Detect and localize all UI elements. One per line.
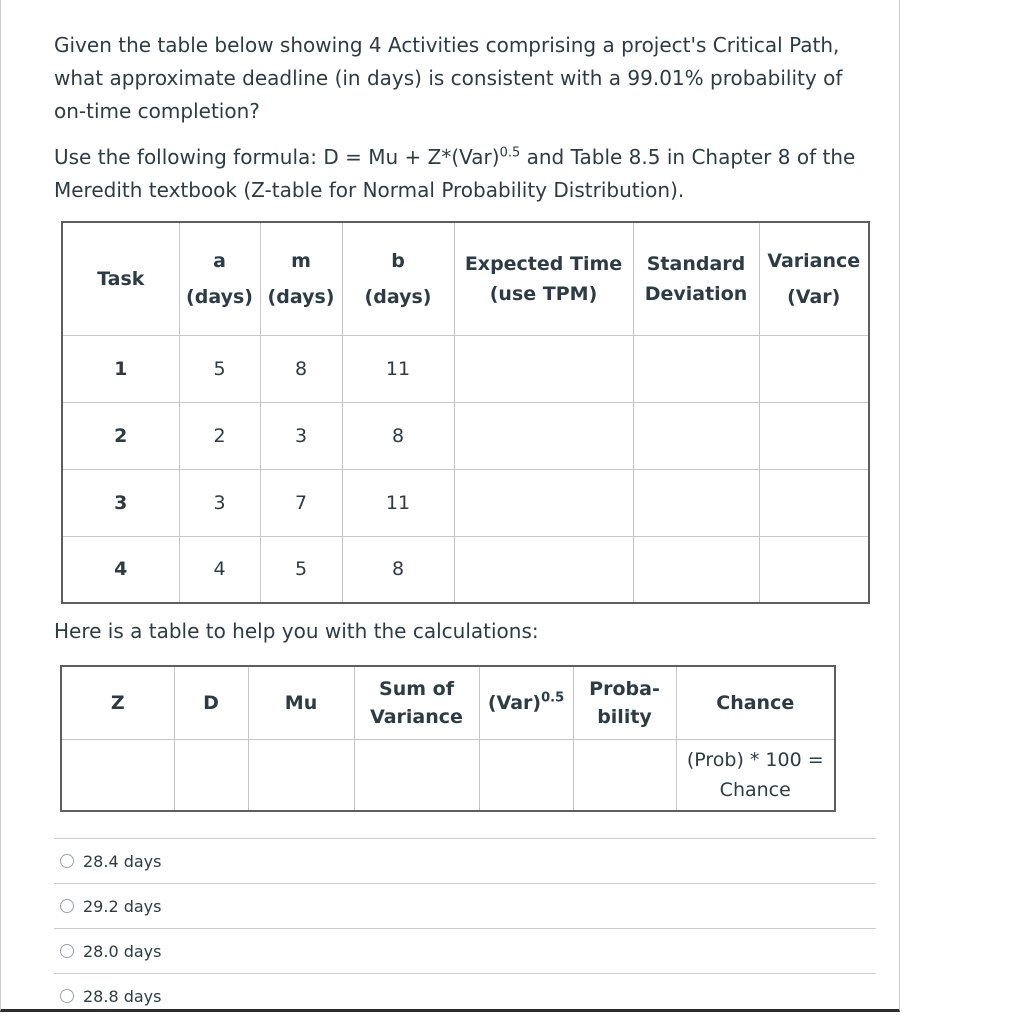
variance-cell [759, 402, 869, 469]
m-cell: 5 [260, 536, 342, 603]
header-a-unit: (days) [186, 285, 253, 308]
expected-time-cell [454, 469, 633, 536]
expected-time-cell [454, 536, 633, 603]
header-variance-unit: (Var) [787, 285, 841, 308]
header-expected-time [454, 222, 633, 335]
expected-time-cell [454, 335, 633, 402]
header-b-label: b [391, 249, 405, 272]
z-cell [61, 739, 174, 811]
activity-row [62, 536, 869, 603]
answer-option[interactable] [54, 883, 876, 928]
chance-note-line1: (Prob) * 100 = [686, 748, 824, 771]
variance-cell [759, 536, 869, 603]
header-var-sqrt [479, 666, 573, 739]
m-cell: 3 [260, 402, 342, 469]
std-dev-cell [633, 335, 759, 402]
variance-cell [759, 469, 869, 536]
header-task: Task [62, 222, 179, 335]
formula-prefix: Use the following formula: D = Mu + Z*(Var) [54, 145, 500, 169]
answer-option[interactable] [54, 838, 876, 883]
sum-variance-cell [354, 739, 479, 811]
a-cell: 3 [179, 469, 260, 536]
answer-option[interactable] [54, 973, 876, 1018]
header-bility: bility [597, 705, 652, 728]
header-var-exponent: 0.5 [541, 690, 565, 706]
m-cell: 7 [260, 469, 342, 536]
header-probability [573, 666, 676, 739]
answer-label: 28.4 days [83, 851, 162, 871]
activity-header-row [62, 222, 869, 335]
activity-table [61, 221, 870, 604]
a-cell: 4 [179, 536, 260, 603]
task-cell: 4 [62, 536, 179, 603]
calculation-table [60, 665, 836, 812]
calc-header-row [61, 666, 835, 739]
header-chance: Chance [676, 666, 835, 739]
question-prompt: Given the table below showing 4 Activities comprising a project's Critical Path, what approximate deadline (in days) is consistent with a 99.01% probability of on-time completion? [54, 33, 843, 123]
answer-label: 28.8 days [83, 986, 162, 1006]
header-sum-variance: Variance [370, 705, 463, 728]
header-deviation: Deviation [644, 282, 748, 305]
chance-cell [676, 739, 835, 811]
header-variance [759, 222, 869, 335]
header-m [260, 222, 342, 335]
b-cell: 8 [342, 536, 454, 603]
activity-row [62, 402, 869, 469]
header-sum-of: Sum of [379, 677, 454, 700]
header-m-label: m [291, 249, 311, 272]
a-cell: 5 [179, 335, 260, 402]
radio-button[interactable] [60, 854, 74, 868]
header-z: Z [61, 666, 174, 739]
header-variance-label: Variance [767, 249, 861, 272]
formula-instruction [54, 141, 874, 207]
variance-cell [759, 335, 869, 402]
mu-cell [248, 739, 354, 811]
b-cell: 11 [342, 335, 454, 402]
header-b [342, 222, 454, 335]
header-standard: Standard [646, 252, 746, 275]
std-dev-cell [633, 536, 759, 603]
task-cell: 1 [62, 335, 179, 402]
header-sum-of-variance [354, 666, 479, 739]
radio-button[interactable] [60, 944, 74, 958]
radio-button[interactable] [60, 989, 74, 1003]
expected-time-cell [454, 402, 633, 469]
task-cell: 3 [62, 469, 179, 536]
answer-list [54, 838, 876, 1018]
header-a [179, 222, 260, 335]
question-text [54, 29, 874, 207]
std-dev-cell [633, 402, 759, 469]
header-mu: Mu [248, 666, 354, 739]
header-d: D [174, 666, 248, 739]
var-sqrt-cell [479, 739, 573, 811]
task-cell: 2 [62, 402, 179, 469]
b-cell: 11 [342, 469, 454, 536]
helper-text: Here is a table to help you with the calculations: [54, 619, 539, 643]
probability-cell [573, 739, 676, 811]
header-proba: Proba- [589, 677, 660, 700]
header-standard-deviation [633, 222, 759, 335]
header-var-base: (Var) [487, 691, 542, 714]
std-dev-cell [633, 469, 759, 536]
activity-row [62, 469, 869, 536]
a-cell: 2 [179, 402, 260, 469]
header-b-unit: (days) [364, 285, 432, 308]
header-a-label: a [213, 249, 226, 272]
d-cell [174, 739, 248, 811]
answer-label: 29.2 days [83, 896, 162, 916]
formula-suffix: and Table 8.5 in Chapter 8 of the Meredith textbook (Z-table for Normal Probability Distribution). [54, 145, 856, 202]
radio-button[interactable] [60, 899, 74, 913]
activity-row [62, 335, 869, 402]
header-expected-time-label: Expected Time [464, 252, 623, 275]
m-cell: 8 [260, 335, 342, 402]
chance-note-line2: Chance [719, 778, 791, 801]
header-m-unit: (days) [267, 285, 335, 308]
header-expected-time-note: (use TPM) [489, 282, 598, 305]
calc-data-row [61, 739, 835, 811]
b-cell: 8 [342, 402, 454, 469]
answer-option[interactable] [54, 928, 876, 973]
answer-label: 28.0 days [83, 941, 162, 961]
formula-exponent: 0.5 [499, 145, 521, 161]
